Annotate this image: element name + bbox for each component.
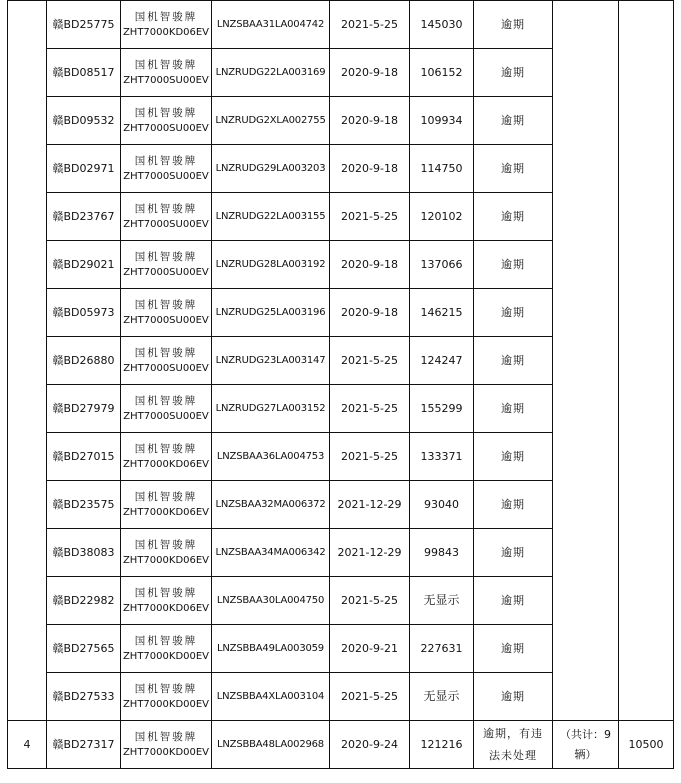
- mileage-cell: [410, 385, 474, 433]
- model-name: 国机智骏牌: [134, 298, 198, 311]
- registration-date: 2020-9-21: [341, 641, 398, 655]
- vin-cell: [212, 721, 330, 769]
- group-index-cell: [8, 721, 47, 769]
- mileage-value: 无显示: [423, 593, 460, 607]
- mileage-value: 145030: [420, 17, 463, 31]
- mileage-cell: [410, 337, 474, 385]
- vin-cell: [212, 577, 330, 625]
- model-name: 国机智骏牌: [134, 154, 198, 167]
- model-name: 国机智骏牌: [134, 490, 198, 503]
- inspection-status: 逾期: [501, 353, 525, 367]
- plate-number: 赣BD29021: [52, 257, 115, 271]
- model-name: 国机智骏牌: [134, 586, 198, 599]
- plate-number: 赣BD23767: [52, 209, 115, 223]
- mileage-value: 106152: [420, 65, 463, 79]
- model-code: ZHT7000KD00EV: [122, 650, 210, 662]
- vin-cell: [212, 385, 330, 433]
- mileage-value: 155299: [420, 401, 463, 415]
- vehicle-total-line-2: 辆）: [574, 747, 597, 761]
- mileage-cell: [410, 1, 474, 49]
- plate-number: 赣BD27979: [52, 401, 115, 415]
- plate-cell: [47, 625, 121, 673]
- table-row: [8, 1, 674, 49]
- vin-number: LNZSBAA32MA006372: [215, 499, 326, 510]
- status-cell: [474, 337, 553, 385]
- status-cell: [474, 625, 553, 673]
- mileage-value: 121216: [420, 737, 463, 751]
- vin-number: LNZRUDG23LA003147: [215, 355, 326, 366]
- model-code: ZHT7000SU00EV: [123, 266, 209, 278]
- model-cell: [121, 289, 212, 337]
- date-cell: [330, 673, 410, 721]
- status-cell: [474, 241, 553, 289]
- mileage-value: 109934: [420, 113, 463, 127]
- model-cell: [121, 49, 212, 97]
- plate-number: 赣BD27565: [52, 641, 115, 655]
- model-code: ZHT7000SU00EV: [123, 362, 209, 374]
- vin-number: LNZSBAA34MA006342: [215, 547, 326, 558]
- model-cell: [121, 433, 212, 481]
- amount-value: 10500: [628, 737, 664, 751]
- vehicle-table: [7, 0, 674, 769]
- model-name: 国机智骏牌: [134, 10, 198, 23]
- model-cell: [121, 337, 212, 385]
- group-total-cell: [553, 721, 619, 769]
- plate-cell: [47, 49, 121, 97]
- model-code: ZHT7000SU00EV: [123, 410, 209, 422]
- plate-cell: [47, 1, 121, 49]
- mileage-cell: [410, 193, 474, 241]
- date-cell: [330, 1, 410, 49]
- inspection-status: 逾期: [501, 449, 525, 463]
- model-cell: [121, 1, 212, 49]
- vin-cell: [212, 625, 330, 673]
- mileage-cell: [410, 49, 474, 97]
- registration-date: 2020-9-18: [341, 305, 398, 319]
- date-cell: [330, 577, 410, 625]
- vin-number: LNZSBAA36LA004753: [216, 451, 325, 462]
- date-cell: [330, 241, 410, 289]
- vin-number: LNZSBAA30LA004750: [216, 595, 325, 606]
- plate-number: 赣BD09532: [52, 113, 115, 127]
- model-cell: [121, 721, 212, 769]
- model-name: 国机智骏牌: [134, 346, 198, 359]
- inspection-status: 逾期: [501, 257, 525, 271]
- mileage-value: 146215: [420, 305, 463, 319]
- status-cell: [474, 577, 553, 625]
- model-code: ZHT7000KD00EV: [122, 746, 210, 758]
- plate-cell: [47, 385, 121, 433]
- plate-number: 赣BD08517: [52, 65, 115, 79]
- mileage-cell: [410, 289, 474, 337]
- model-code: ZHT7000KD06EV: [122, 554, 210, 566]
- model-code: ZHT7000KD06EV: [122, 458, 210, 470]
- model-cell: [121, 385, 212, 433]
- plate-cell: [47, 433, 121, 481]
- model-code: ZHT7000SU00EV: [123, 170, 209, 182]
- plate-number: 赣BD27317: [52, 737, 115, 751]
- status-cell: [474, 721, 553, 769]
- status-cell: [474, 145, 553, 193]
- date-cell: [330, 193, 410, 241]
- vin-number: LNZRUDG22LA003169: [215, 67, 326, 78]
- plate-number: 赣BD27533: [52, 689, 115, 703]
- plate-number: 赣BD22982: [52, 593, 115, 607]
- registration-date: 2021-5-25: [341, 401, 398, 415]
- model-code: ZHT7000KD06EV: [122, 602, 210, 614]
- model-name: 国机智骏牌: [134, 634, 198, 647]
- vin-number: LNZSBAA31LA004742: [216, 19, 325, 30]
- model-name: 国机智骏牌: [134, 106, 198, 119]
- vin-cell: [212, 241, 330, 289]
- model-code: ZHT7000KD06EV: [122, 26, 210, 38]
- model-name: 国机智骏牌: [134, 250, 198, 263]
- date-cell: [330, 721, 410, 769]
- model-code: ZHT7000SU00EV: [123, 74, 209, 86]
- status-cell: [474, 193, 553, 241]
- vin-cell: [212, 289, 330, 337]
- status-cell: [474, 1, 553, 49]
- vin-cell: [212, 49, 330, 97]
- mileage-value: 114750: [420, 161, 463, 175]
- vin-cell: [212, 337, 330, 385]
- registration-date: 2021-5-25: [341, 353, 398, 367]
- date-cell: [330, 433, 410, 481]
- plate-number: 赣BD02971: [52, 161, 115, 175]
- mileage-value: 124247: [420, 353, 463, 367]
- model-name: 国机智骏牌: [134, 682, 198, 695]
- status-cell: [474, 289, 553, 337]
- date-cell: [330, 49, 410, 97]
- model-cell: [121, 145, 212, 193]
- model-name: 国机智骏牌: [134, 730, 198, 743]
- model-cell: [121, 241, 212, 289]
- group-amount-cell: [619, 1, 674, 721]
- date-cell: [330, 625, 410, 673]
- model-name: 国机智骏牌: [134, 394, 198, 407]
- mileage-value: 133371: [420, 449, 463, 463]
- model-code: ZHT7000SU00EV: [123, 218, 209, 230]
- mileage-cell: [410, 721, 474, 769]
- plate-cell: [47, 97, 121, 145]
- vin-number: LNZRUDG22LA003155: [215, 211, 326, 222]
- status-cell: [474, 385, 553, 433]
- model-name: 国机智骏牌: [134, 58, 198, 71]
- status-cell: [474, 97, 553, 145]
- group-index: 4: [23, 737, 31, 751]
- plate-cell: [47, 673, 121, 721]
- inspection-status: 逾期: [501, 641, 525, 655]
- inspection-status: 逾期: [501, 545, 525, 559]
- model-cell: [121, 97, 212, 145]
- registration-date: 2020-9-18: [341, 257, 398, 271]
- mileage-cell: [410, 481, 474, 529]
- registration-date: 2020-9-18: [341, 65, 398, 79]
- mileage-cell: [410, 577, 474, 625]
- inspection-status: 逾期: [501, 161, 525, 175]
- plate-number: 赣BD25775: [52, 17, 115, 31]
- inspection-status-line-2: 法未处理: [489, 748, 537, 762]
- plate-number: 赣BD23575: [52, 497, 115, 511]
- inspection-status-line-1: 逾期，有违: [483, 726, 543, 740]
- registration-date: 2021-5-25: [341, 449, 398, 463]
- vin-cell: [212, 193, 330, 241]
- inspection-status: 逾期: [501, 401, 525, 415]
- vin-number: LNZRUDG25LA003196: [215, 307, 326, 318]
- mileage-value: 120102: [420, 209, 463, 223]
- date-cell: [330, 337, 410, 385]
- model-name: 国机智骏牌: [134, 202, 198, 215]
- registration-date: 2020-9-18: [341, 113, 398, 127]
- inspection-status: 逾期: [501, 689, 525, 703]
- plate-cell: [47, 289, 121, 337]
- status-cell: [474, 433, 553, 481]
- model-name: 国机智骏牌: [134, 442, 198, 455]
- mileage-value: 无显示: [423, 689, 460, 703]
- mileage-value: 93040: [424, 497, 459, 511]
- mileage-cell: [410, 241, 474, 289]
- mileage-cell: [410, 145, 474, 193]
- model-code: ZHT7000KD06EV: [122, 506, 210, 518]
- status-cell: [474, 481, 553, 529]
- registration-date: 2021-5-25: [341, 209, 398, 223]
- registration-date: 2021-12-29: [337, 497, 402, 511]
- mileage-cell: [410, 433, 474, 481]
- plate-cell: [47, 193, 121, 241]
- inspection-status: 逾期: [501, 113, 525, 127]
- registration-date: 2021-12-29: [337, 545, 402, 559]
- vin-cell: [212, 529, 330, 577]
- mileage-cell: [410, 97, 474, 145]
- model-cell: [121, 529, 212, 577]
- vin-number: LNZRUDG28LA003192: [215, 259, 326, 270]
- date-cell: [330, 481, 410, 529]
- mileage-value: 99843: [424, 545, 459, 559]
- registration-date: 2021-5-25: [341, 17, 398, 31]
- status-cell: [474, 49, 553, 97]
- table-row-group-summary: [8, 721, 674, 769]
- vehicle-total-line-1: （共计：9: [560, 727, 611, 741]
- plate-cell: [47, 145, 121, 193]
- registration-date: 2021-5-25: [341, 689, 398, 703]
- mileage-cell: [410, 625, 474, 673]
- inspection-status: 逾期: [501, 593, 525, 607]
- mileage-cell: [410, 673, 474, 721]
- model-cell: [121, 673, 212, 721]
- vin-cell: [212, 1, 330, 49]
- model-cell: [121, 481, 212, 529]
- inspection-status: 逾期: [501, 305, 525, 319]
- plate-number: 赣BD27015: [52, 449, 115, 463]
- mileage-cell: [410, 529, 474, 577]
- plate-cell: [47, 481, 121, 529]
- registration-date: 2020-9-24: [341, 737, 398, 751]
- date-cell: [330, 145, 410, 193]
- vin-cell: [212, 97, 330, 145]
- vin-cell: [212, 673, 330, 721]
- model-code: ZHT7000KD00EV: [122, 698, 210, 710]
- plate-number: 赣BD38083: [52, 545, 115, 559]
- vin-cell: [212, 481, 330, 529]
- registration-date: 2021-5-25: [341, 593, 398, 607]
- vin-number: LNZSBBA49LA003059: [217, 643, 324, 654]
- vin-number: LNZRUDG29LA003203: [215, 163, 326, 174]
- plate-cell: [47, 721, 121, 769]
- date-cell: [330, 289, 410, 337]
- status-cell: [474, 673, 553, 721]
- mileage-value: 137066: [420, 257, 463, 271]
- vin-number: LNZSBBA48LA002968: [217, 739, 324, 750]
- plate-cell: [47, 337, 121, 385]
- model-cell: [121, 193, 212, 241]
- plate-cell: [47, 577, 121, 625]
- mileage-value: 227631: [420, 641, 463, 655]
- inspection-status: 逾期: [501, 209, 525, 223]
- vin-cell: [212, 433, 330, 481]
- plate-cell: [47, 241, 121, 289]
- plate-number: 赣BD26880: [52, 353, 115, 367]
- group-total-cell: [553, 1, 619, 721]
- model-cell: [121, 577, 212, 625]
- date-cell: [330, 97, 410, 145]
- plate-cell: [47, 529, 121, 577]
- model-code: ZHT7000SU00EV: [123, 314, 209, 326]
- status-cell: [474, 529, 553, 577]
- inspection-status: 逾期: [501, 497, 525, 511]
- group-index-cell: [8, 1, 47, 721]
- date-cell: [330, 385, 410, 433]
- inspection-status: 逾期: [501, 17, 525, 31]
- model-cell: [121, 625, 212, 673]
- plate-number: 赣BD05973: [52, 305, 115, 319]
- group-amount-cell: [619, 721, 674, 769]
- model-name: 国机智骏牌: [134, 538, 198, 551]
- vin-number: LNZRUDG27LA003152: [215, 403, 326, 414]
- model-code: ZHT7000SU00EV: [123, 122, 209, 134]
- vin-number: LNZRUDG2XLA002755: [215, 115, 326, 126]
- vehicle-table-body: [8, 1, 674, 769]
- inspection-status: 逾期: [501, 65, 525, 79]
- date-cell: [330, 529, 410, 577]
- vin-cell: [212, 145, 330, 193]
- registration-date: 2020-9-18: [341, 161, 398, 175]
- vin-number: LNZSBBA4XLA003104: [216, 691, 325, 702]
